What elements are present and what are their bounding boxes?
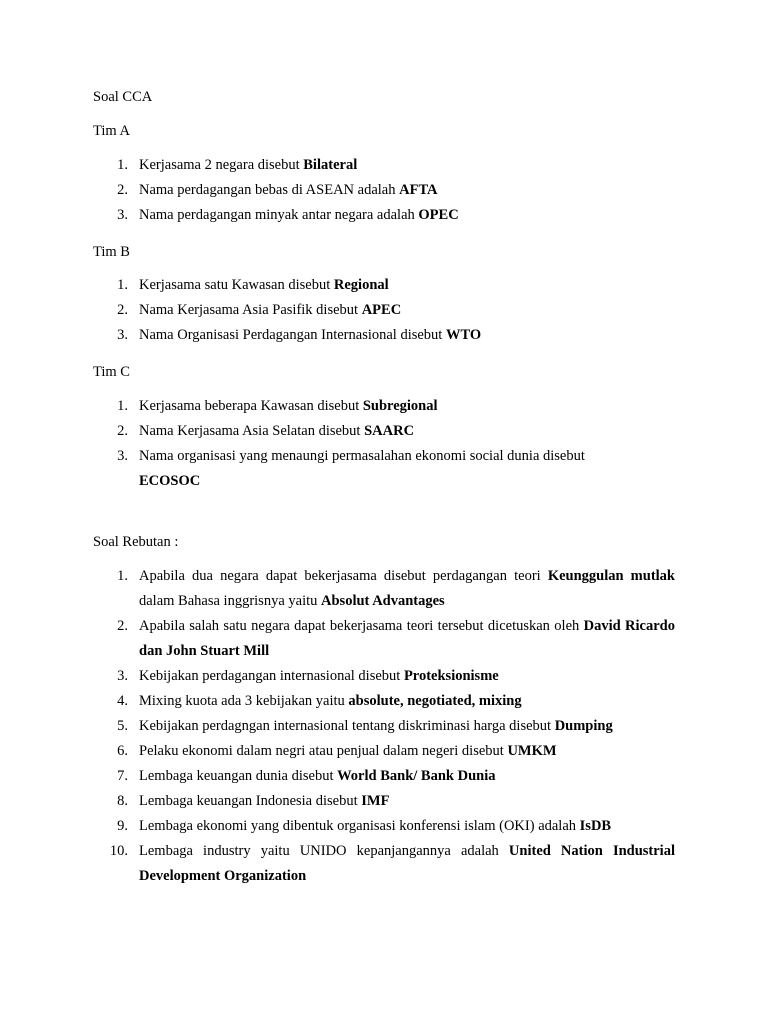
- answer-text: Dumping: [554, 718, 613, 734]
- team-b-list: [93, 273, 675, 348]
- question-text: Kerjasama beberapa Kawasan disebut: [139, 398, 363, 414]
- team-a-heading: Tim A: [93, 123, 130, 139]
- question-text: Nama perdagangan bebas di ASEAN adalah: [139, 182, 400, 198]
- answer-text: AFTA: [399, 182, 438, 198]
- item-number: 2.: [117, 423, 128, 439]
- answer-text: Keunggulan mutlak: [547, 568, 675, 584]
- list-item: [93, 664, 675, 689]
- item-number: 1.: [117, 157, 128, 173]
- list-item: [93, 323, 675, 348]
- item-number: 2.: [117, 302, 128, 318]
- list-item: [93, 739, 675, 764]
- question-text: Kerjasama satu Kawasan disebut: [139, 277, 334, 293]
- question-text: Apabila salah satu negara dapat bekerjasama teori tersebut dicetuskan oleh: [139, 618, 584, 634]
- item-number: 4.: [117, 693, 128, 709]
- item-number: 1.: [117, 568, 128, 584]
- item-number: 5.: [117, 718, 128, 734]
- answer-text: OPEC: [418, 207, 459, 223]
- answer-text: Bilateral: [303, 157, 358, 173]
- item-number: 3.: [117, 448, 128, 464]
- question-text: Lembaga industry yaitu UNIDO kepanjangannya adalah: [139, 843, 509, 859]
- answer-text: ECOSOC: [139, 473, 201, 489]
- answer-text: SAARC: [364, 423, 415, 439]
- rebutan-heading: Soal Rebutan :: [93, 534, 179, 550]
- item-number: 1.: [117, 398, 128, 414]
- rebutan-list: [93, 564, 675, 889]
- item-number: 3.: [117, 668, 128, 684]
- list-item: [93, 614, 675, 664]
- item-number: 10.: [109, 843, 128, 859]
- question-text: Kerjasama 2 negara disebut: [139, 157, 304, 173]
- answer-text: Regional: [333, 277, 389, 293]
- team-c-heading: Tim C: [93, 364, 130, 380]
- item-number: 2.: [117, 618, 128, 634]
- question-text: Lembaga keuangan Indonesia disebut: [139, 793, 362, 809]
- question-text: Mixing kuota ada 3 kebijakan yaitu: [139, 693, 349, 709]
- team-c-list: [93, 394, 675, 494]
- question-text: Kebijakan perdagangan internasional disebut: [139, 668, 404, 684]
- answer-text: WTO: [445, 327, 482, 343]
- item-number: 1.: [117, 277, 128, 293]
- item-number: 9.: [117, 818, 128, 834]
- list-item: [93, 764, 675, 789]
- document-title: Soal CCA: [93, 89, 153, 105]
- answer-text: World Bank/ Bank Dunia: [337, 768, 496, 784]
- list-item: [93, 419, 675, 444]
- list-item: [93, 789, 675, 814]
- answer-text: Subregional: [362, 398, 438, 414]
- item-number: 2.: [117, 182, 128, 198]
- question-text: Nama organisasi yang menaungi permasalahan ekonomi social dunia disebut: [139, 448, 585, 464]
- team-b-heading: Tim B: [93, 244, 130, 260]
- team-a-list: [93, 153, 675, 228]
- question-text: Pelaku ekonomi dalam negri atau penjual dalam negeri disebut: [139, 743, 508, 759]
- list-item: [93, 714, 675, 739]
- answer-text: APEC: [361, 302, 402, 318]
- document-page: [93, 0, 675, 1024]
- question-text: Kebijakan perdagngan internasional tentang diskriminasi harga disebut: [139, 718, 555, 734]
- list-item: [93, 298, 675, 323]
- list-item: [93, 394, 675, 419]
- question-text: Nama Kerjasama Asia Selatan disebut: [139, 423, 365, 439]
- answer-text: Absolut Advantages: [321, 593, 445, 609]
- question-text: Lembaga ekonomi yang dibentuk organisasi konferensi islam (OKI) adalah: [139, 818, 580, 834]
- item-number: 8.: [117, 793, 128, 809]
- item-number: 6.: [117, 743, 128, 759]
- answer-text: UMKM: [507, 743, 557, 759]
- answer-text: David Ricardo dan John Stuart Mill: [139, 618, 675, 659]
- answer-text: IMF: [361, 793, 390, 809]
- list-item: [93, 564, 675, 614]
- answer-text: IsDB: [579, 818, 612, 834]
- list-item: [93, 153, 675, 178]
- list-item: [93, 273, 675, 298]
- answer-text: absolute, negotiated, mixing: [348, 693, 522, 709]
- item-number: 3.: [117, 207, 128, 223]
- question-text: Nama perdagangan minyak antar negara adalah: [139, 207, 419, 223]
- answer-text: Proteksionisme: [403, 668, 499, 684]
- question-text: Apabila dua negara dapat bekerjasama disebut perdagangan teori: [139, 568, 548, 584]
- list-item: [93, 444, 675, 494]
- question-text: Nama Kerjasama Asia Pasifik disebut: [139, 302, 362, 318]
- item-number: 3.: [117, 327, 128, 343]
- list-item: [93, 689, 675, 714]
- question-text: Lembaga keuangan dunia disebut: [139, 768, 338, 784]
- answer-text: United Nation Industrial Development Organization: [139, 843, 675, 884]
- list-item: [93, 178, 675, 203]
- item-number: 7.: [117, 768, 128, 784]
- question-text: Nama Organisasi Perdagangan Internasional disebut: [139, 327, 446, 343]
- list-item: [93, 203, 675, 228]
- question-text: dalam Bahasa inggrisnya yaitu: [139, 593, 322, 609]
- list-item: [93, 814, 675, 839]
- list-item: [93, 839, 675, 889]
